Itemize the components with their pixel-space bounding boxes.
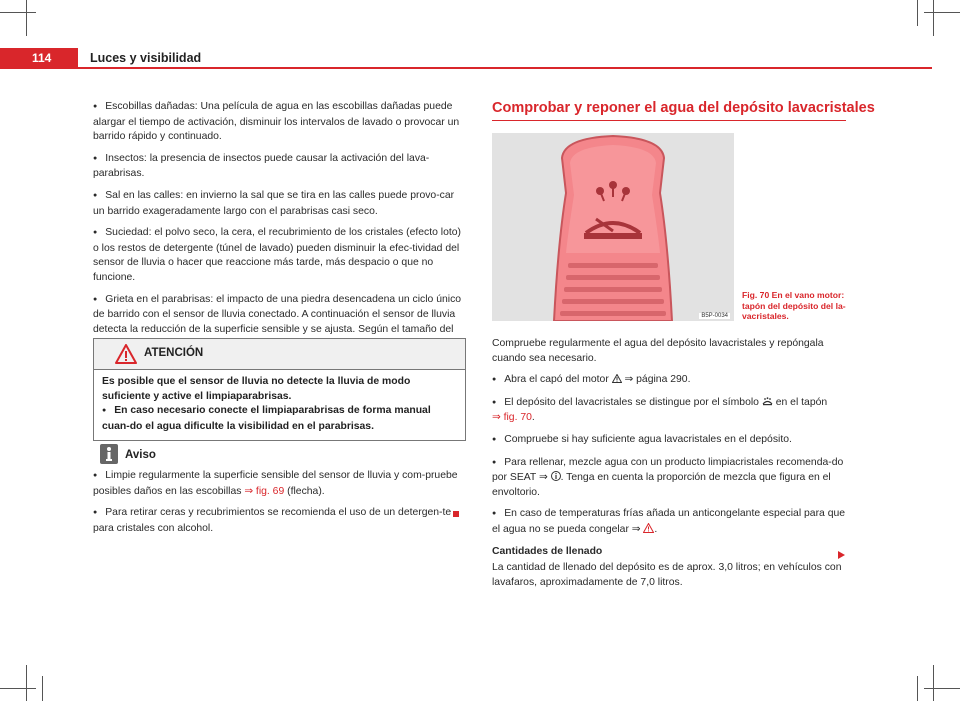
- figure-link[interactable]: ⇒ fig. 70: [492, 412, 532, 424]
- warning-body: [94, 370, 465, 440]
- washer-reservoir-cap-illustration: [492, 133, 734, 321]
- step-text: Abra el capó del motor: [504, 374, 612, 386]
- list-item: [492, 456, 852, 501]
- figure-washer-cap: [492, 133, 734, 321]
- page-link[interactable]: ⇒ página 290.: [621, 374, 691, 386]
- list-item: [492, 396, 852, 426]
- continue-arrow-icon: [838, 551, 845, 559]
- list-item: [492, 507, 852, 537]
- header-rule: [78, 67, 932, 69]
- warning-box: [93, 338, 466, 441]
- list-item: ● Escobillas dañadas: Una película de agua en las escobillas dañadas puede alargar el tiempo de activación, disminuir los intervalos de lavado o provocar un barrido rápido y continuado.: [93, 100, 465, 145]
- note-text: Limpie regularmente la superficie sensible del sensor de lluvia y com-pruebe posibles daños en las escobillas: [93, 470, 458, 497]
- page-number: 114: [0, 48, 78, 69]
- step-text: .: [531, 412, 535, 424]
- section-rule: [492, 120, 846, 121]
- info-icon: [99, 443, 119, 465]
- intro-paragraph: Compruebe regularmente el agua del depósito lavacristales y repóngala cuando sea necesario.: [492, 338, 824, 364]
- page-header-title: Luces y visibilidad: [90, 51, 202, 65]
- left-column-bullets: [93, 100, 465, 359]
- list-item: ● Sal en las calles: en invierno la sal que se tira en las calles puede provo-car un barrido exageradamente largo con el parabrisas casi seco.: [93, 189, 465, 219]
- warning-bullet: ● En caso necesario conecte el limpiaparabrisas de forma manual cuan-do el agua dificulte la visibilidad en el parabrisas.: [102, 404, 457, 434]
- list-item: ● Compruebe si hay suficiente agua lavacristales en el depósito.: [492, 433, 852, 449]
- capacity-text: La cantidad de llenado del depósito es de aprox. 3,0 litros; en vehículos con lavafaros, aproximadamente de 7,0 litros.: [492, 562, 842, 588]
- capacity-heading: Cantidades de llenado: [492, 545, 603, 557]
- figure-caption: Fig. 70 En el vano motor: tapón del depósito del la-vacristales.: [742, 290, 846, 321]
- step-text: Para rellenar, mezcle agua con un producto limpiacristales recomenda-do por SEAT ⇒: [492, 456, 844, 484]
- crop-mark: [26, 665, 27, 701]
- figure-code: B5P-0034: [701, 313, 728, 319]
- list-item: ● Grieta en el parabrisas: el impacto de una piedra desencadena un ciclo único de barrido con el sensor de lluvia conectado. A continuación el sensor de lluvia detecta la reducción de la superficie sensible y se ajusta. Según el tamaño del: [93, 293, 465, 352]
- list-item: ● Para retirar ceras y recubrimientos se recomienda el uso de un detergen-te para cristales con alcohol.: [93, 506, 465, 536]
- warning-triangle-icon: [612, 374, 622, 383]
- crop-mark: [917, 0, 918, 26]
- right-column-text: [492, 337, 852, 590]
- crop-mark: [26, 0, 27, 36]
- step-text: El depósito del lavacristales se distingue por el símbolo: [504, 396, 762, 408]
- step-text: En caso de temperaturas frías añada un anticongelante especial para que el agua no se pueda congelar ⇒: [492, 508, 846, 535]
- end-marker-icon: [453, 511, 459, 517]
- info-icon: [551, 471, 561, 481]
- list-item: [93, 469, 465, 499]
- warning-text: Es posible que el sensor de lluvia no detecte la lluvia de modo suficiente y active el limpiaparabrisas.: [102, 376, 411, 402]
- warning-triangle-icon: [115, 344, 137, 364]
- section-title: Comprobar y reponer el agua del depósito lavacristales: [492, 100, 875, 116]
- step-text: en el tapón: [772, 396, 828, 408]
- crop-mark: [924, 688, 960, 689]
- crop-mark: [933, 0, 934, 36]
- crop-mark: [0, 12, 36, 13]
- list-item: ● Suciedad: el polvo seco, la cera, el recubrimiento de los cristales (efecto loto) o los restos de detergente (túnel de lavado) pueden disminuir la efec-tividad del sensor de lluvia o hacer que reaccione más tarde, más despacio o que no funcione.: [93, 226, 465, 285]
- crop-mark: [917, 676, 918, 701]
- crop-mark: [924, 12, 960, 13]
- warning-title: ATENCIÓN: [144, 347, 204, 359]
- warning-triangle-icon: [643, 523, 654, 533]
- warning-header: [94, 339, 465, 370]
- crop-mark: [0, 688, 36, 689]
- list-item: ● Insectos: la presencia de insectos puede causar la activación del lava-parabrisas.: [93, 152, 465, 182]
- crop-mark: [933, 665, 934, 701]
- note-header: [93, 443, 393, 465]
- list-item: [492, 373, 852, 389]
- note-body: [93, 469, 465, 543]
- note-text: (flecha).: [284, 485, 325, 497]
- washer-fluid-icon: [762, 397, 773, 406]
- step-text: .: [654, 523, 658, 535]
- figure-link[interactable]: ⇒ fig. 69: [244, 485, 285, 497]
- note-title: Aviso: [125, 449, 156, 461]
- crop-mark: [42, 676, 43, 701]
- step-text: . Tenga en cuenta la proporción de mezcla que figura en el envoltorio.: [492, 472, 831, 498]
